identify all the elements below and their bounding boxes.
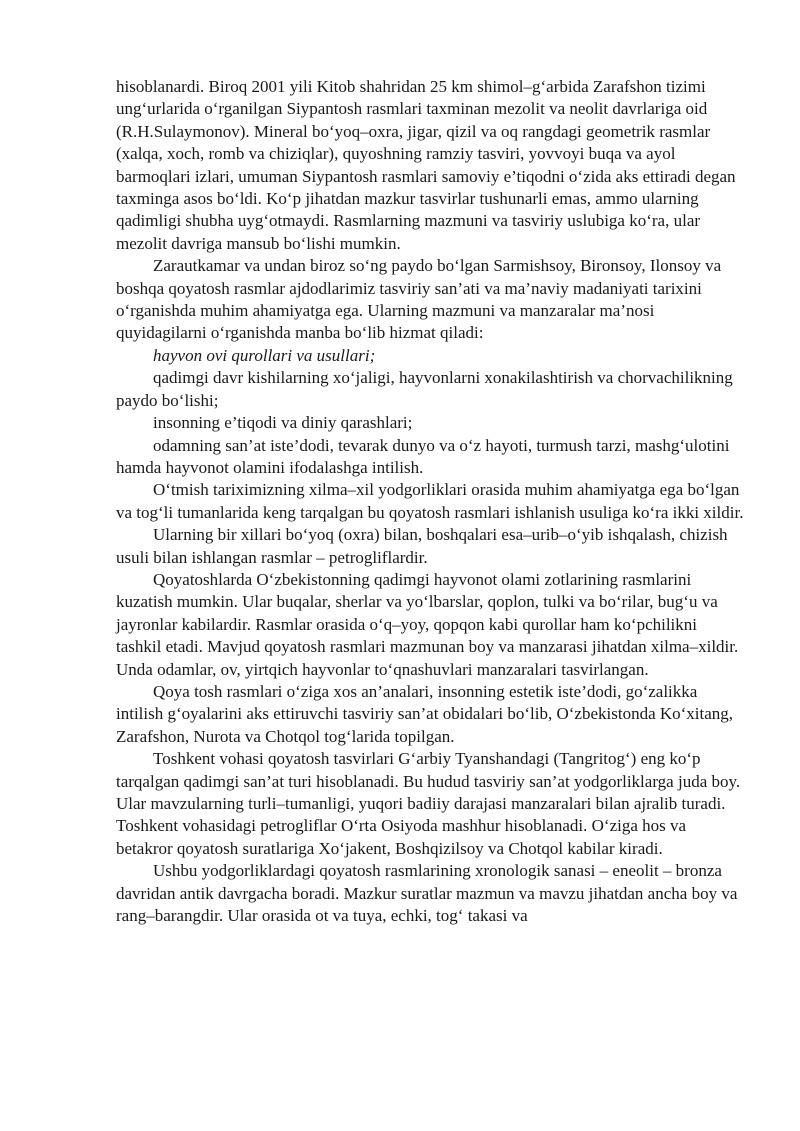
paragraph-rock-art-significance: Zarautkamar va undan biroz so‘ng paydo bo‘lgan Sarmishsoy, Bironsoy, Ilonsoy va boshqa qoyatosh rasmlar ajdodlarimiz tasviriy san’ati va ma’naviy madaniyati tarixini o‘rganishda muhim ahamiyatga ega. Ularning mazmuni va manzaralar ma’nosi quyidagilarni o‘rganishda manba bo‘lib hizmat qiladi: xyxy=(116,256,722,343)
paragraph-aesthetic-traditions: Qoya tosh rasmlari o‘ziga xos an’analari, insonning estetik iste’dodi, go‘zalikka intilish g‘oyalarini aks ettiruvchi tasviriy san’at obidalari bo‘lib, O‘zbekistonda Ko‘xitang, Zarafshon, Nurota va Chotqol tog‘larida topilgan. xyxy=(116,681,734,746)
list-item-economy: qadimgi davr kishilarning xo‘jaligi, hayvonlarni xonakilashtirish va chorvachilikning paydo bo‘lishi; xyxy=(116,368,733,410)
paragraph-two-types: O‘tmish tariximizning xilma–xil yodgorliklari orasida muhim ahamiyatga ega bo‘lgan va tog‘li tumanlarida keng tarqalgan bu qoyatosh rasmlari ishlanish usuliga ko‘ra ikki xildir. xyxy=(116,480,744,522)
paragraph-tashkent-oasis: Toshkent vohasi qoyatosh tasvirlari G‘arbiy Tyanshandagi (Tangritog‘) eng ko‘p tarqalgan qadimgi san’at turi hisoblanadi. Bu hudud tasviriy san’at yodgorliklarga juda boy. Ular mavzularning turli–tumanligi, yuqori badiiy darajasi manzaralari bilan ajralib turadi. Toshkent vohasidagi petrogliflar O‘rta Osiyoda mashhur hisoblanadi. O‘ziga hos va betakror qoyatosh suratlariga Xo‘jakent, Boshqizilsoy va Chotqol kabilar kiradi. xyxy=(116,749,741,858)
paragraph-chronology: Ushbu yodgorliklardagi qoyatosh rasmlarining xronologik sanasi – eneolit – bronza davridan antik davrgacha boradi. Mazkur suratlar mazmun va mavzu jihatdan ancha boy va rang–barangdir. Ular orasida ot va tuya, echki, tog‘ takasi va xyxy=(116,861,738,926)
list-item-art-talent: odamning san’at iste’dodi, tevarak dunyo va o‘z hayoti, turmush tarzi, mashg‘ulotini hamda hayvonot olamini ifodalashga intilish. xyxy=(116,435,730,477)
document-body xyxy=(116,76,744,927)
paragraph-intro-continued: hisoblanardi. Biroq 2001 yili Kitob shahridan 25 km shimol–g‘arbida Zarafshon tizimi ung‘urlarida o‘rganilgan Siypantosh rasmlari taxminan mezolit va neolit davrlariga oid (R.H.Sulaymonov). Mineral bo‘yoq–oxra, jigar, qizil va oq rangdagi geometrik rasmlar (xalqa, xoch, romb va chiziqlar), quyoshning ramziy tasviri, yovvoyi buqa va ayol barmoqlari izlari, umuman Siypantosh rasmlari samoviy e’tiqodni o‘zida aks ettiradi degan taxminga asos bo‘ldi. Ko‘p jihatdan mazkur tasvirlar tushunarli emas, ammo ularning qadimligi shubha uyg‘otmaydi. Rasmlarning mazmuni va tasviriy uslubiga ko‘ra, ular mezolit davriga mansub bo‘lishi mumkin. xyxy=(116,77,736,253)
list-item-beliefs: insonning e’tiqodi va diniy qarashlari; xyxy=(153,413,413,433)
paragraph-animal-world: Qoyatoshlarda O‘zbekistonning qadimgi hayvonot olami zotlarining rasmlarini kuzatish mumkin. Ular buqalar, sherlar va yo‘lbarslar, qoplon, tulki va bo‘rilar, bug‘u va jayronlar kabilardir. Rasmlar orasida o‘q–yoy, qopqon kabi qurollar ham ko‘pchilikni tashkil etadi. Mavjud qoyatosh rasmlari mazmunan boy va manzarasi jihatdan xilma–xildir. Unda odamlar, ov, yirtqich hayvonlar to‘qnashuvlari manzaralari tasvirlangan. xyxy=(116,569,739,679)
list-item-hunting: hayvon ovi qurollari va usullari; xyxy=(153,345,376,365)
paragraph-petroglyphs: Ularning bir xillari bo‘yoq (oxra) bilan, boshqalari esa–urib–o‘yib ishqalash, chizish usuli bilan ishlangan rasmlar – petrogliflardir. xyxy=(116,525,728,567)
